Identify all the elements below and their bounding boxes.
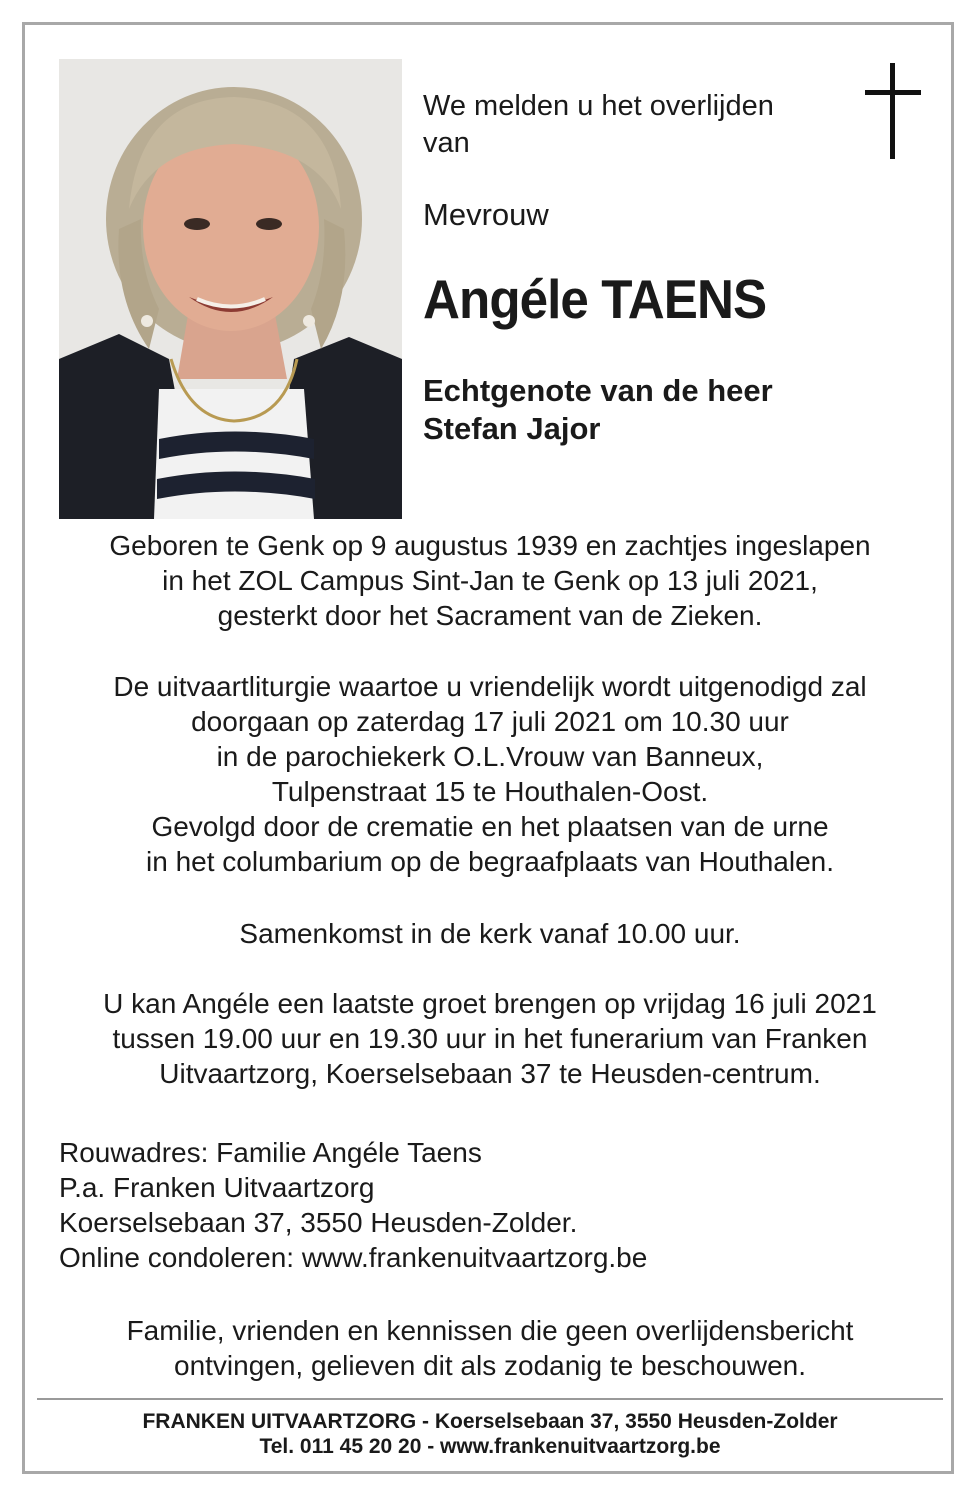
funeral-line: Tulpenstraat 15 te Houthalen-Oost. [271,776,709,807]
address-paragraph [59,1135,939,1275]
footer-line-2[interactable]: Tel. 011 45 20 20 - www.frankenuitvaartzorg.be [259,1435,721,1458]
address-line: P.a. Franken Uitvaartzorg [59,1172,375,1203]
funeral-line: in de parochiekerk O.L.Vrouw van Banneux, [216,741,764,772]
spouse-info [423,372,773,448]
address-line: Koerselsebaan 37, 3550 Heusden-Zolder. [59,1207,578,1238]
condolence-link[interactable]: Online condoleren: www.frankenuitvaartzorg.be [59,1242,648,1273]
visitation-line: Uitvaartzorg, Koerselsebaan 37 te Heusden-centrum. [159,1058,821,1089]
closing-line: ontvingen, gelieven dit als zodanig te beschouwen. [174,1350,806,1381]
portrait-illustration [59,59,402,519]
visitation-line: U kan Angéle een laatste groet brengen op vrijdag 16 juli 2021 [103,988,877,1019]
salutation: Mevrouw [423,197,549,232]
footer-divider [37,1398,943,1400]
portrait-photo [59,59,402,519]
intro-line-2: van [423,127,470,159]
birth-line: in het ZOL Campus Sint-Jan te Genk op 13 juli 2021, [162,565,818,596]
address-line: Rouwadres: Familie Angéle Taens [59,1137,482,1168]
closing-paragraph [40,1313,940,1383]
spouse-line-1: Echtgenote van de heer [423,373,773,408]
spouse-line-2: Stefan Jajor [423,411,601,446]
footer [40,1409,940,1459]
funeral-line: De uitvaartliturgie waartoe u vriendelijk wordt uitgenodigd zal [113,671,867,702]
gathering-paragraph [40,916,940,951]
birth-line: Geboren te Genk op 9 augustus 1939 en zachtjes ingeslapen [109,530,871,561]
deceased-name: Angéle TAENS [423,268,767,330]
cross-icon [865,63,921,159]
funeral-paragraph [40,669,940,879]
intro-line-1: We melden u het overlijden [423,90,774,122]
birth-paragraph [40,528,940,633]
funeral-line: in het columbarium op de begraafplaats van Houthalen. [146,846,834,877]
intro-text [423,88,843,162]
footer-line-1: FRANKEN UITVAARTZORG - Koerselsebaan 37, 3550 Heusden-Zolder [142,1410,838,1433]
closing-line: Familie, vrienden en kennissen die geen overlijdensbericht [126,1315,854,1346]
visitation-line: tussen 19.00 uur en 19.30 uur in het funerarium van Franken [112,1023,868,1054]
gathering-line: Samenkomst in de kerk vanaf 10.00 uur. [239,918,741,949]
visitation-paragraph [40,986,940,1091]
birth-line: gesterkt door het Sacrament van de Zieken. [217,600,763,631]
funeral-line: Gevolgd door de crematie en het plaatsen van de urne [151,811,829,842]
funeral-line: doorgaan op zaterdag 17 juli 2021 om 10.30 uur [191,706,789,737]
